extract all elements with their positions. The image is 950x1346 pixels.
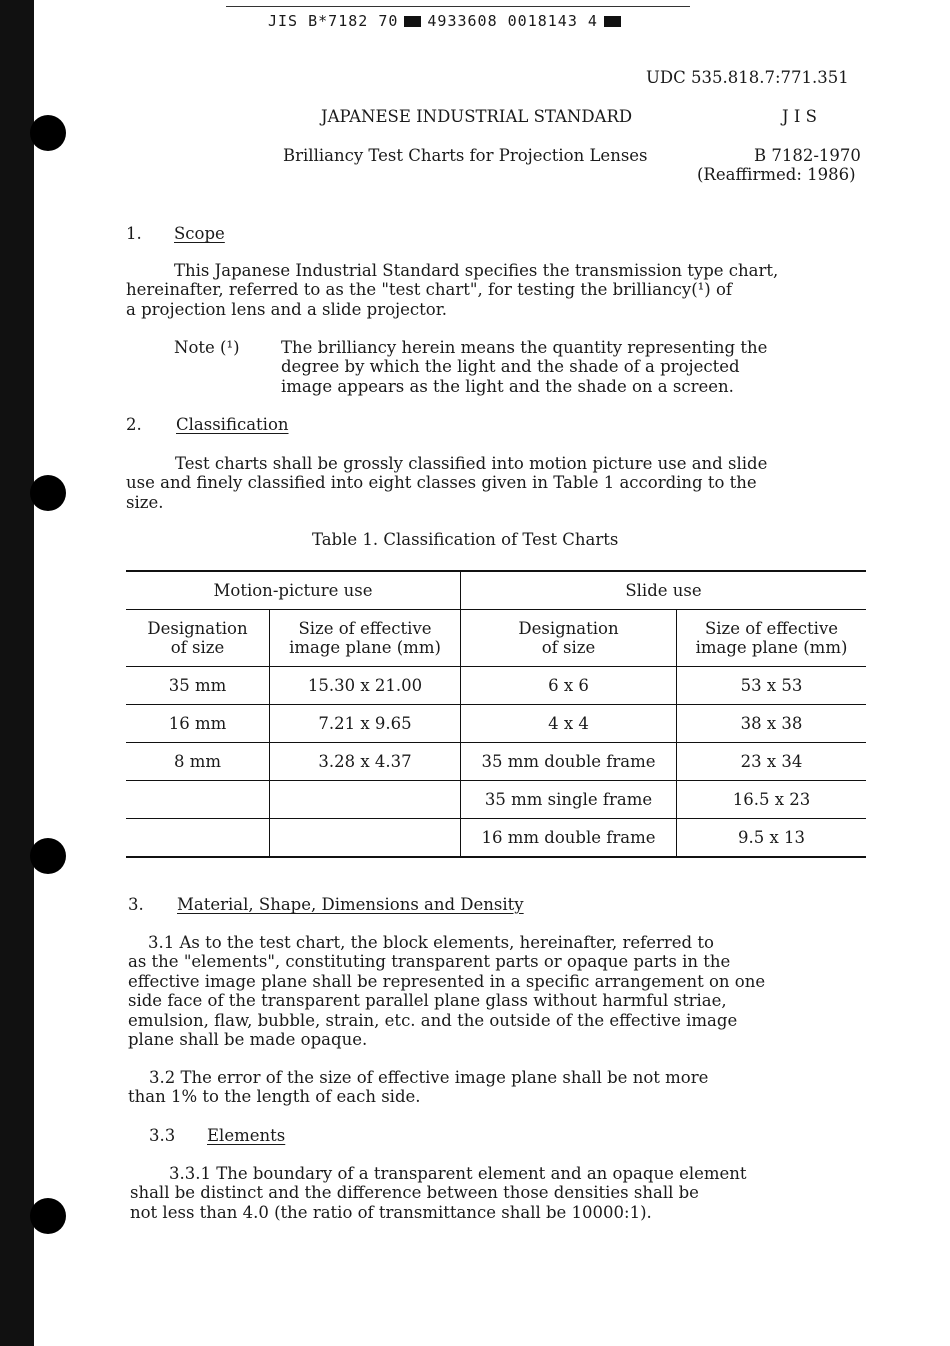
table-cell: 6 x 6 xyxy=(461,667,677,705)
punch-hole xyxy=(30,115,66,151)
table-cell: 7.21 x 9.65 xyxy=(270,705,461,743)
paragraph-line: plane shall be made opaque. xyxy=(128,1030,368,1050)
classification-line: use and finely classified into eight classes given in Table 1 according to the xyxy=(126,473,757,493)
scope-line: This Japanese Industrial Standard specifies the transmission type chart, xyxy=(174,261,779,280)
catalog-header xyxy=(268,12,627,30)
reaffirmed-date: (Reaffirmed: 1986) xyxy=(697,165,856,184)
section-2-number: 2. xyxy=(126,415,142,434)
paragraph-line: 3.2 The error of the size of effective image plane shall be not more xyxy=(149,1068,709,1087)
scope-line: a projection lens and a slide projector. xyxy=(126,299,448,319)
paragraph-line: shall be distinct and the difference between those densities shall be xyxy=(130,1183,699,1203)
table-cell: 35 mm xyxy=(126,667,270,705)
section-2-heading: Classification xyxy=(176,415,289,434)
section-3-number: 3. xyxy=(128,895,144,914)
block-mark xyxy=(404,16,421,27)
col-label: Size of effective xyxy=(298,619,432,638)
catalog-code-b: 4933608 0018143 4 xyxy=(427,12,598,30)
table-cell xyxy=(126,781,270,819)
paragraph-3-3-1 xyxy=(130,1164,747,1222)
document-title: Brilliancy Test Charts for Projection Lenses xyxy=(283,146,648,165)
table-cell: 9.5 x 13 xyxy=(677,819,867,858)
table-cell: 35 mm double frame xyxy=(461,743,677,781)
paragraph-3-1 xyxy=(128,933,765,1049)
punch-hole xyxy=(30,475,66,511)
col-label: image plane (mm) xyxy=(289,638,441,657)
col-designation xyxy=(126,610,270,667)
table-cell: 35 mm single frame xyxy=(461,781,677,819)
paragraph-line: not less than 4.0 (the ratio of transmittance shall be 10000:1). xyxy=(130,1202,652,1222)
note-line: degree by which the light and the shade of a projected xyxy=(281,357,740,377)
col-size xyxy=(677,610,867,667)
table-cell: 23 x 34 xyxy=(677,743,867,781)
note-label: Note (¹) xyxy=(174,338,240,357)
section-1-heading: Scope xyxy=(174,224,225,243)
col-size xyxy=(270,610,461,667)
paragraph-line: 3.3.1 The boundary of a transparent element and an opaque element xyxy=(169,1164,747,1183)
classification-line: Test charts shall be grossly classified into motion picture use and slide xyxy=(175,454,768,473)
paragraph-3-2 xyxy=(128,1068,708,1107)
standard-title: JAPANESE INDUSTRIAL STANDARD xyxy=(321,107,633,126)
table-cell xyxy=(270,781,461,819)
binder-edge xyxy=(0,0,34,1346)
document-number: B 7182-1970 xyxy=(754,146,861,165)
punch-hole xyxy=(30,1198,66,1234)
section-1-number: 1. xyxy=(126,224,142,243)
section-3-3-number: 3.3 xyxy=(149,1126,176,1145)
catalog-code-a: JIS B*7182 70 xyxy=(268,12,399,30)
paragraph-line: emulsion, flaw, bubble, strain, etc. and the outside of the effective image xyxy=(128,1010,738,1030)
table-cell: 38 x 38 xyxy=(677,705,867,743)
note-line: The brilliancy herein means the quantity representing the xyxy=(281,338,768,357)
block-mark xyxy=(604,16,621,27)
group-motion-picture: Motion-picture use xyxy=(126,571,461,610)
table-cell: 3.28 x 4.37 xyxy=(270,743,461,781)
paragraph-line: 3.1 As to the test chart, the block elements, hereinafter, referred to xyxy=(148,933,714,952)
table-cell: 16.5 x 23 xyxy=(677,781,867,819)
table-cell: 16 mm double frame xyxy=(461,819,677,858)
paragraph-line: as the "elements", constituting transparent parts or opaque parts in the xyxy=(128,952,731,972)
table-caption: Table 1. Classification of Test Charts xyxy=(312,530,619,549)
paragraph-line: effective image plane shall be represented in a specific arrangement on one xyxy=(128,971,766,991)
col-label: of size xyxy=(170,638,225,657)
col-label: Designation xyxy=(147,619,248,638)
note-text xyxy=(281,338,767,396)
table-cell: 16 mm xyxy=(126,705,270,743)
table-row xyxy=(126,705,866,743)
table-column-header xyxy=(126,610,866,667)
paragraph-line: side face of the transparent parallel plane glass without harmful striae, xyxy=(128,991,727,1011)
col-label: of size xyxy=(541,638,596,657)
col-label: image plane (mm) xyxy=(695,638,848,657)
col-designation xyxy=(461,610,677,667)
group-slide: Slide use xyxy=(461,571,867,610)
table-row xyxy=(126,781,866,819)
table-cell xyxy=(270,819,461,858)
table-cell: 15.30 x 21.00 xyxy=(270,667,461,705)
table-group-header xyxy=(126,571,866,610)
col-label: Size of effective xyxy=(704,619,839,638)
table-row xyxy=(126,819,866,858)
table-row xyxy=(126,667,866,705)
udc-number: UDC 535.818.7:771.351 xyxy=(646,68,849,87)
table-cell: 53 x 53 xyxy=(677,667,867,705)
scope-paragraph xyxy=(126,261,778,319)
section-3-3-heading: Elements xyxy=(207,1126,286,1145)
table-cell: 8 mm xyxy=(126,743,270,781)
table-row xyxy=(126,743,866,781)
scope-line: hereinafter, referred to as the "test chart", for testing the brilliancy(¹) of xyxy=(126,280,732,300)
punch-hole xyxy=(30,838,66,874)
col-label: Designation xyxy=(518,619,619,638)
classification-line: size. xyxy=(126,492,164,512)
table-cell xyxy=(126,819,270,858)
jis-mark: J I S xyxy=(782,107,817,126)
note-line: image appears as the light and the shade on a screen. xyxy=(281,376,734,396)
header-rule xyxy=(226,6,690,7)
classification-paragraph xyxy=(126,454,767,512)
section-3-heading: Material, Shape, Dimensions and Density xyxy=(177,895,524,914)
paragraph-line: than 1% to the length of each side. xyxy=(128,1087,421,1107)
classification-table xyxy=(126,570,866,858)
table-cell: 4 x 4 xyxy=(461,705,677,743)
